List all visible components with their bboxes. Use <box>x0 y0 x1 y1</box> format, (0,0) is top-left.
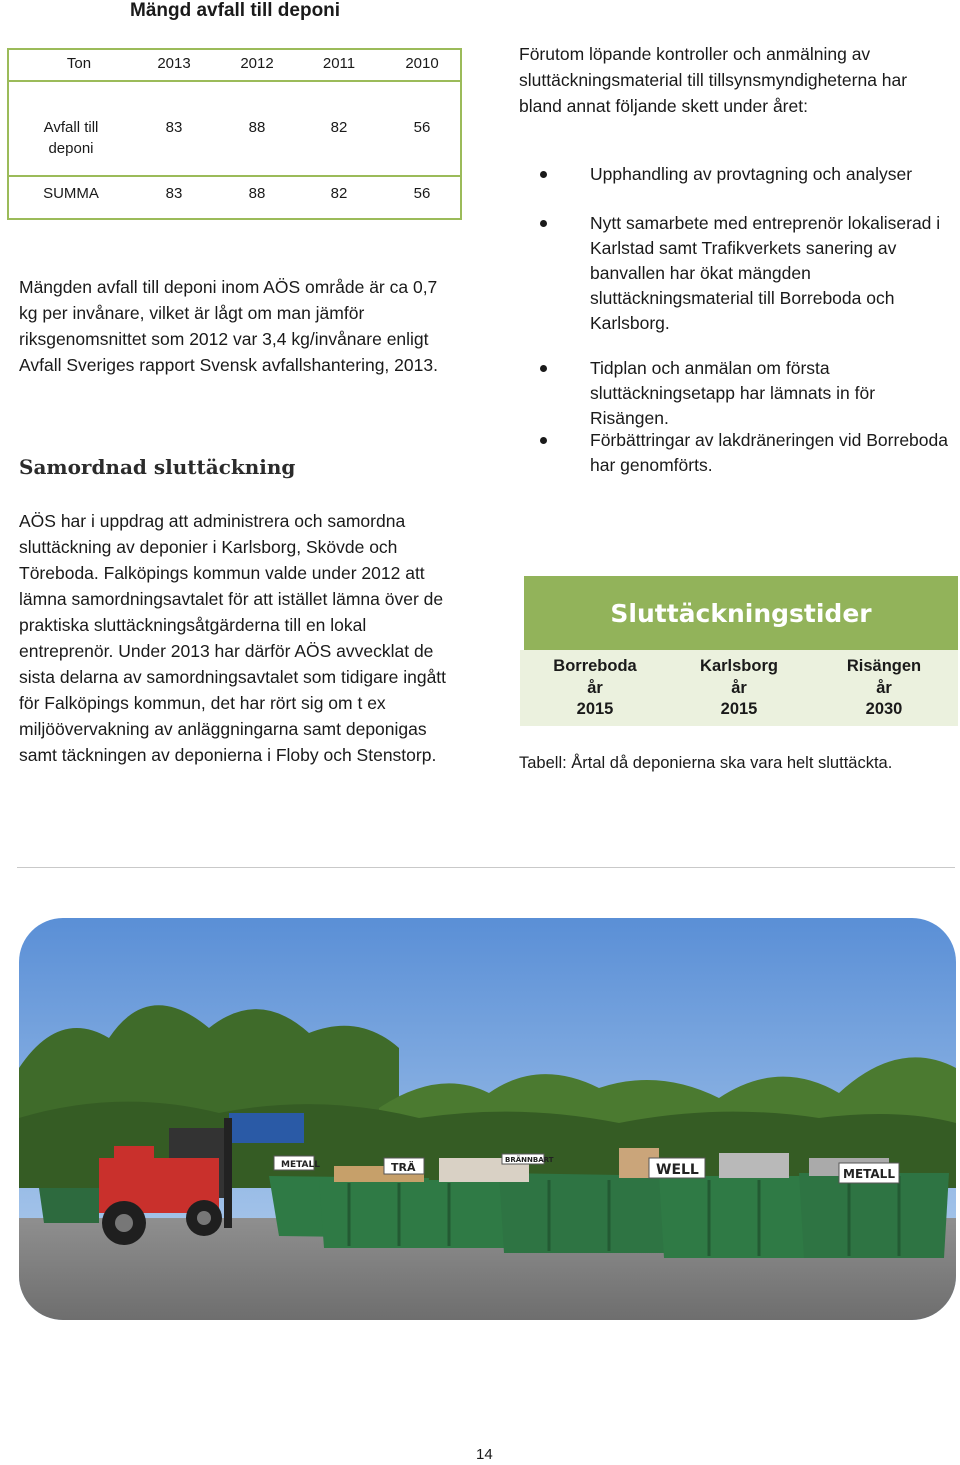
site-name: Risängen <box>846 657 922 675</box>
sign-text: WELL <box>656 1162 699 1178</box>
coordination-paragraph: AÖS har i uppdrag att administrera och samordna sluttäckning av deponier i Karlsborg, Skövde och Töreboda. Falköpings kommun valde under 2012 att lämna samordningsavtalet för att istället lämna över de praktiska sluttäckningsåtgärderna till en lokal entreprenör. Under 2013 har därför AÖS avvecklat de sista delarna av samordningsavtalet som tidigare ingått för Falköpings kommun, det har rört sig om t ex miljöövervakning av anläggningarna samt deponigas samt täckningen av deponierna i Floby och Stenstorp. <box>19 511 447 765</box>
bullet-icon <box>540 171 547 178</box>
sign-text: BRÄNNBART <box>505 1156 554 1164</box>
table-cell: 88 <box>248 185 266 202</box>
photo-illustration <box>19 918 956 1320</box>
closure-times-body <box>520 650 958 726</box>
waste-per-capita-paragraph: Mängden avfall till deponi inom AÖS område är ca 0,7 kg per invånare, vilket är lågt om man jämför riksgenomsnittet som 2012 var 3,4 kg/invånare enligt Avfall Sveriges rapport Svensk avfallshantering, 2013. <box>19 277 438 375</box>
site-year: 2030 <box>865 700 903 718</box>
site-year: 2015 <box>576 700 614 718</box>
site-name: Karlsborg <box>700 657 778 675</box>
table-cell: SUMMA <box>43 185 99 202</box>
table-cell: 56 <box>413 185 431 202</box>
table-cell: 56 <box>413 119 431 136</box>
table-row-sum <box>9 175 460 220</box>
table-header-cell: 2010 <box>405 55 439 72</box>
closure-times-table <box>520 576 958 726</box>
page-number: 14 <box>476 1446 493 1463</box>
table-header-cell: 2013 <box>157 55 191 72</box>
sign-text: TRÄ <box>391 1161 416 1174</box>
table-header-cell: 2012 <box>240 55 274 72</box>
table-header-row <box>9 50 460 82</box>
closure-times-title: Sluttäckningstider <box>524 576 958 650</box>
site-column <box>669 656 809 721</box>
table-header-cell: 2011 <box>322 55 356 72</box>
divider <box>17 867 955 868</box>
table-cell: Avfall till deponi <box>43 119 99 157</box>
site-unit: år <box>876 678 892 697</box>
sign-text: METALL <box>843 1167 895 1181</box>
waste-table <box>7 48 462 220</box>
table-cell: 82 <box>330 119 348 136</box>
site-year: 2015 <box>720 700 758 718</box>
table-row <box>9 84 460 174</box>
table-header-cell: Ton <box>66 55 92 72</box>
site-column <box>814 656 954 721</box>
sign-text: METALL <box>281 1160 320 1170</box>
table-title: Mängd avfall till deponi <box>130 0 341 21</box>
table-cell: 83 <box>165 119 183 136</box>
recycling-station-photo <box>19 918 956 1320</box>
table-cell: 88 <box>248 119 266 136</box>
table-cell: 82 <box>330 185 348 202</box>
bullet-icon <box>540 220 547 227</box>
section-heading: Samordnad sluttäckning <box>19 455 296 479</box>
site-unit: år <box>731 678 747 697</box>
table-caption: Tabell: Årtal då deponierna ska vara helt sluttäckta. <box>519 754 893 772</box>
site-name: Borreboda <box>553 657 637 675</box>
bullet-icon <box>540 365 547 372</box>
site-column <box>525 656 665 721</box>
site-unit: år <box>587 678 603 697</box>
table-cell: 83 <box>165 185 183 202</box>
intro-paragraph: Förutom löpande kontroller och anmälning av sluttäckningsmaterial till tillsynsmyndigheterna har bland annat följande skett under året: <box>519 44 908 116</box>
bullet-icon <box>540 437 547 444</box>
